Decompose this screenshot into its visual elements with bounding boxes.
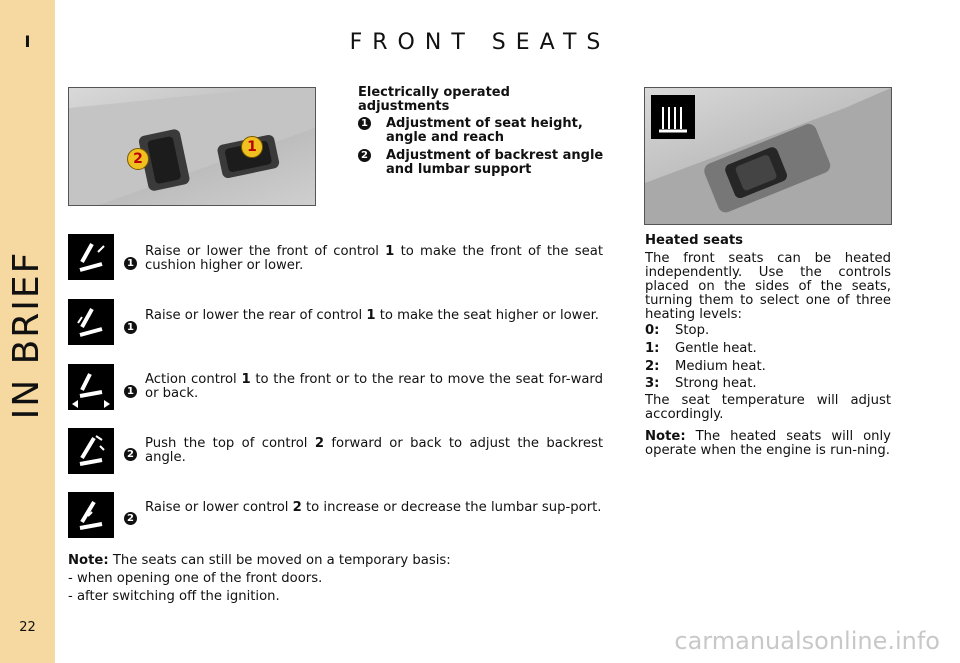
callout-1: 1	[241, 136, 263, 158]
instruction-text: Raise or lower the front of control 1 to make the front of the seat cushion higher or lower.	[145, 244, 603, 273]
seat-reach-icon	[68, 364, 114, 410]
lumbar-support-icon	[68, 492, 114, 538]
heating-level: 2: Medium heat.	[645, 359, 766, 374]
page-title: FRONT SEATS	[349, 30, 611, 55]
heating-level: 1: Gentle heat.	[645, 341, 757, 356]
number-1-icon: 1	[124, 321, 137, 334]
number-2-icon: 2	[124, 512, 137, 525]
note-bullet: - when opening one of the front doors.	[68, 571, 323, 586]
chapter-number: I	[24, 32, 31, 51]
heated-seat-photo	[644, 87, 892, 225]
instruction-text: Raise or lower control 2 to increase or decrease the lumbar sup-port.	[145, 500, 602, 515]
seat-heating-icon	[651, 95, 695, 139]
number-2-icon: 2	[124, 448, 137, 461]
adjustment-item-1	[358, 116, 608, 145]
heated-seats-outro: The seat temperature will adjust accordingly.	[645, 393, 891, 422]
instruction-text: Raise or lower the rear of control 1 to make the seat higher or lower.	[145, 308, 599, 323]
seat-switches-illustration	[69, 88, 315, 205]
heated-seats-note: Note: The heated seats will only operate when the engine is run-ning.	[645, 429, 891, 458]
note-bullet: - after switching off the ignition.	[68, 589, 280, 604]
page-number: 22	[19, 620, 36, 635]
adjustment-item-text: Adjustment of backrest angle and lumbar support	[386, 148, 604, 177]
heated-seats-heading: Heated seats	[645, 233, 744, 248]
number-1-icon: 1	[358, 117, 371, 130]
backrest-angle-icon	[68, 428, 114, 474]
adjustments-heading: Electrically operated adjustments	[358, 85, 510, 114]
adjustment-item-text: Adjustment of seat height, angle and reach	[386, 116, 583, 145]
number-1-icon: 1	[124, 385, 137, 398]
seat-rear-height-icon	[68, 299, 114, 345]
temporary-note: Note: The seats can still be moved on a temporary basis:	[68, 553, 451, 568]
section-title: IN BRIEF	[6, 250, 47, 420]
seat-controls-photo	[68, 87, 316, 206]
sidebar	[0, 0, 55, 663]
seat-front-height-icon	[68, 234, 114, 280]
callout-2: 2	[127, 148, 149, 170]
instruction-text: Push the top of control 2 forward or back to adjust the backrest angle.	[145, 436, 603, 465]
adjustment-item-2	[358, 148, 608, 177]
number-1-icon: 1	[124, 257, 137, 270]
heated-seats-intro: The front seats can be heated independently. Use the controls placed on the sides of the seats, turning them to select one of three heating levels:	[645, 251, 891, 322]
number-2-icon: 2	[358, 149, 371, 162]
instruction-text: Action control 1 to the front or to the rear to move the seat for-ward or back.	[145, 372, 603, 401]
watermark: carmanualsonline.info	[674, 627, 940, 655]
heating-level: 0: Stop.	[645, 323, 710, 338]
heating-level: 3: Strong heat.	[645, 376, 757, 391]
